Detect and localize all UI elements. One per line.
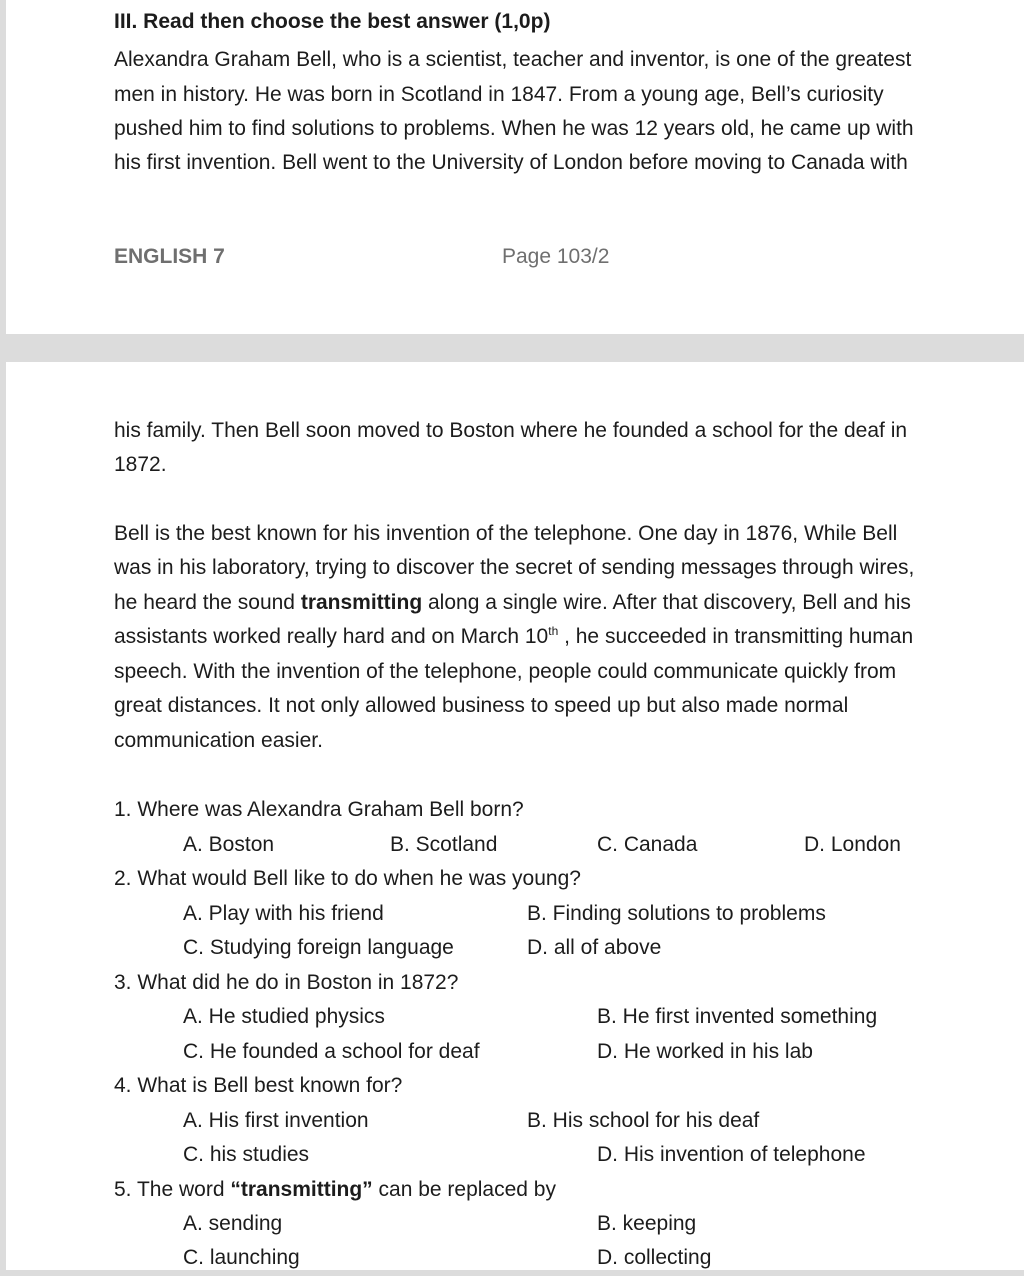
text-run: he heard the sound [114, 591, 301, 614]
text-run: along a single wire. After that discovery, Bell and his [422, 591, 911, 614]
text-run: can be replaced by [372, 1178, 556, 1201]
passage-line: his family. Then Bell soon moved to Boston where he founded a school for the deaf in [114, 419, 908, 442]
question-4-option-b: B. His school for his deaf [527, 1109, 760, 1132]
passage-line: speech. With the invention of the telephone, people could communicate quickly from [114, 660, 897, 683]
document-page-1 [6, 0, 1024, 334]
question-5-option-a: A. sending [183, 1212, 283, 1235]
text-run: , he succeeded in transmitting human [558, 625, 914, 648]
text-run: 5. The word [114, 1178, 231, 1201]
question-1-option-c: C. Canada [597, 833, 698, 856]
question-4-option-d: D. His invention of telephone [597, 1143, 866, 1166]
question-2-option-b: B. Finding solutions to problems [527, 902, 826, 925]
text-run: assistants worked really hard and on March 10 [114, 625, 549, 648]
question-1-option-a: A. Boston [183, 833, 275, 856]
question-2: 2. What would Bell like to do when he was young? [114, 867, 581, 890]
question-3-option-c: C. He founded a school for deaf [183, 1040, 480, 1063]
passage-line: pushed him to find solutions to problems. When he was 12 years old, he came up with [114, 117, 914, 140]
passage-line: Bell is the best known for his invention of the telephone. One day in 1876, While Bell [114, 522, 898, 545]
passage-line: men in history. He was born in Scotland in 1847. From a young age, Bell’s curiosity [114, 83, 884, 106]
passage-line: was in his laboratory, trying to discover the secret of sending messages through wires, [114, 556, 915, 579]
question-3: 3. What did he do in Boston in 1872? [114, 971, 459, 994]
ordinal-suffix: th [548, 624, 559, 638]
quoted-keyword: “transmitting” [230, 1178, 373, 1201]
question-2-option-a: A. Play with his friend [183, 902, 384, 925]
question-5-option-c: C. launching [183, 1246, 300, 1269]
question-2-option-c: C. Studying foreign language [183, 936, 454, 959]
footer-subject: ENGLISH 7 [114, 245, 225, 268]
question-4-option-c: C. his studies [183, 1143, 310, 1166]
passage-line [114, 620, 913, 655]
question-5 [114, 1173, 556, 1208]
passage-line: 1872. [114, 453, 167, 476]
footer-page-number: Page 103/2 [502, 245, 610, 268]
question-3-option-d: D. He worked in his lab [597, 1040, 813, 1063]
passage-line: his first invention. Bell went to the University of London before moving to Canada with [114, 151, 908, 174]
question-1-option-d: D. London [804, 833, 901, 856]
passage-line: Alexandra Graham Bell, who is a scientist, teacher and inventor, is one of the greatest [114, 48, 912, 71]
passage-line [114, 586, 911, 621]
passage-line: great distances. It not only allowed business to speed up but also made normal [114, 694, 849, 717]
question-4-option-a: A. His first invention [183, 1109, 369, 1132]
document-page-2 [6, 362, 1024, 1270]
question-4: 4. What is Bell best known for? [114, 1074, 403, 1097]
section-heading: III. Read then choose the best answer (1,0p) [114, 10, 551, 33]
question-5-option-d: D. collecting [597, 1246, 712, 1269]
question-3-option-b: B. He first invented something [597, 1005, 878, 1028]
keyword-transmitting: transmitting [300, 591, 423, 614]
question-5-option-b: B. keeping [597, 1212, 697, 1235]
question-2-option-d: D. all of above [527, 936, 662, 959]
passage-line: communication easier. [114, 729, 323, 752]
question-1: 1. Where was Alexandra Graham Bell born? [114, 798, 524, 821]
question-3-option-a: A. He studied physics [183, 1005, 385, 1028]
question-1-option-b: B. Scotland [390, 833, 498, 856]
